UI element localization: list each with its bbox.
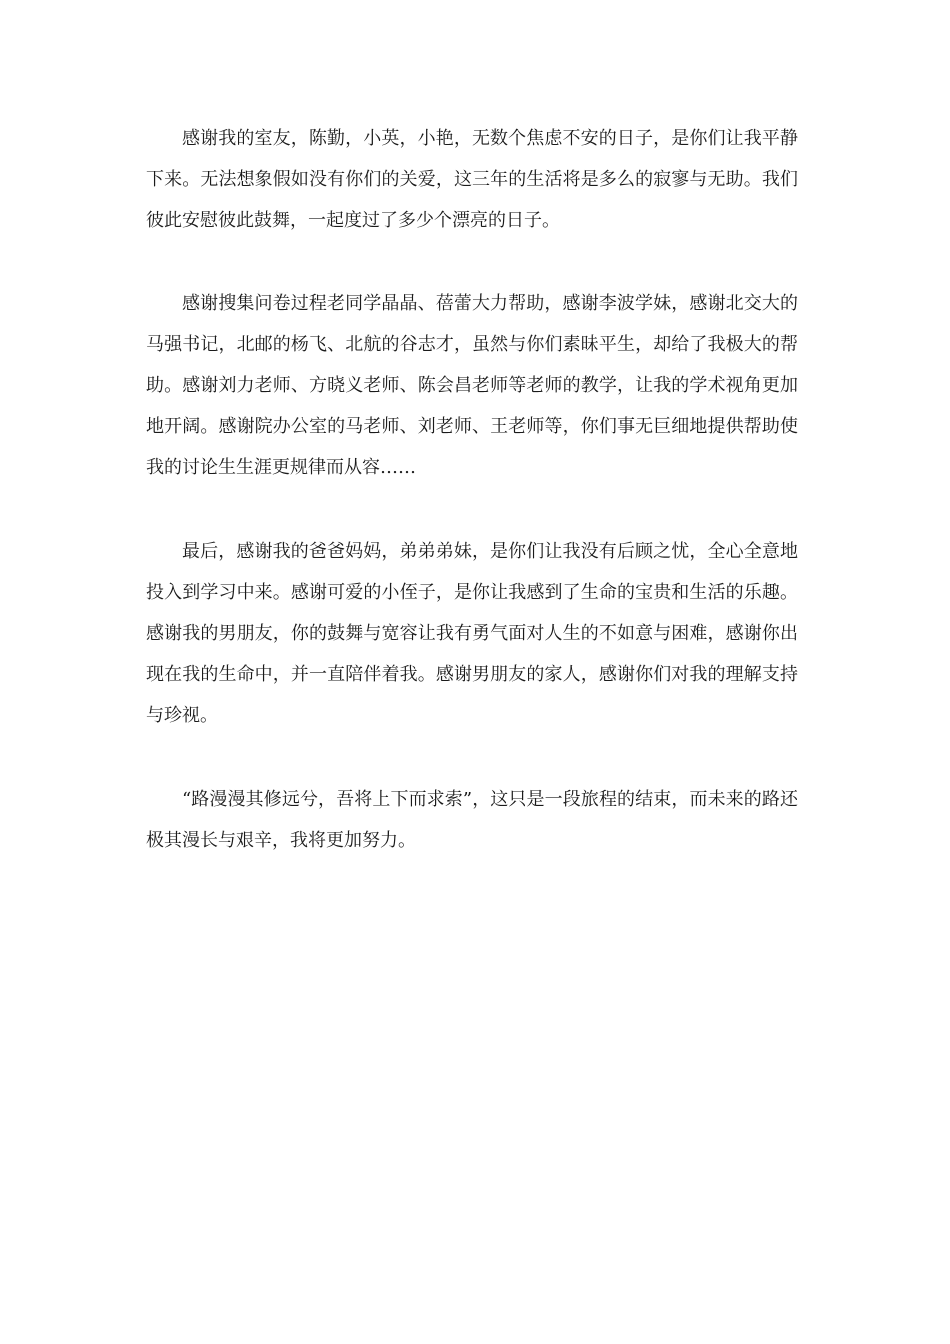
paragraph-closing: “路漫漫其修远兮，吾将上下而求索”，这只是一段旅程的结束，而未来的路还极其漫长与艰辛，我将更加努力。 <box>146 789 798 851</box>
document-body <box>146 118 798 904</box>
paragraph-roommates-thanks: 感谢我的室友，陈勤，小英，小艳，无数个焦虑不安的日子，是你们让我平静下来。无法想象假如没有你们的关爱，这三年的生活将是多么的寂寥与无助。我们彼此安慰彼此鼓舞，一起度过了多少个漂亮的日子。 <box>146 128 798 231</box>
paragraph-helpers-thanks: 感谢搜集问卷过程老同学晶晶、蓓蕾大力帮助，感谢李波学妹，感谢北交大的马强书记，北邮的杨飞、北航的谷志才，虽然与你们素昧平生，却给了我极大的帮助。感谢刘力老师、方晓义老师、陈会昌老师等老师的教学，让我的学术视角更加地开阔。感谢院办公室的马老师、刘老师、王老师等，你们事无巨细地提供帮助使我的讨论生生涯更规律而从容…… <box>146 293 798 478</box>
paragraph-family-thanks: 最后，感谢我的爸爸妈妈，弟弟弟妹，是你们让我没有后顾之忧，全心全意地投入到学习中来。感谢可爱的小侄子，是你让我感到了生命的宝贵和生活的乐趣。感谢我的男朋友，你的鼓舞与宽容让我有勇气面对人生的不如意与困难，感谢你出现在我的生命中，并一直陪伴着我。感谢男朋友的家人，感谢你们对我的理解支持与珍视。 <box>146 541 798 726</box>
